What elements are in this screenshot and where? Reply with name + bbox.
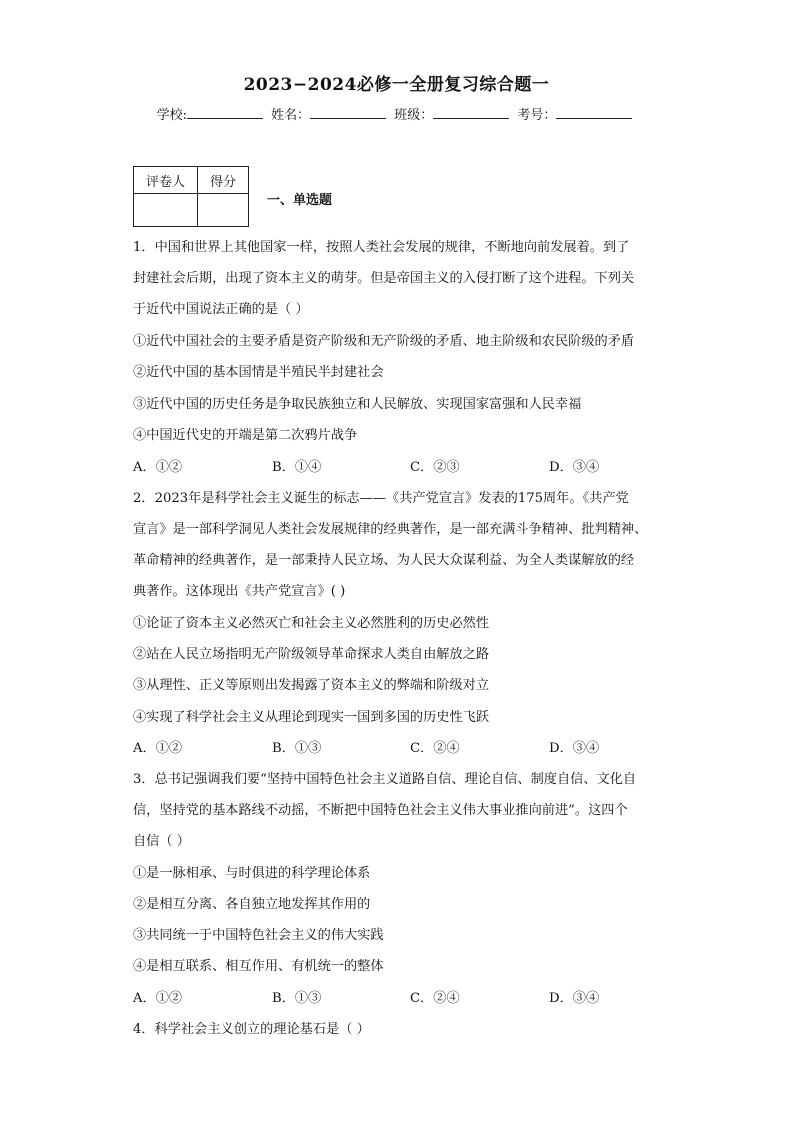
question-4-line-1: 4．科学社会主义创立的理论基石是（ ） <box>133 1022 370 1037</box>
question-1-option-d[interactable]: D．③④ <box>549 460 600 475</box>
question-2-line-3: 革命精神的经典著作，是一部秉持人民立场、为人民大众谋利益、为全人类谋解放的经 <box>133 553 635 568</box>
name-label: 姓名： <box>271 108 311 123</box>
question-1-item-4: ④中国近代史的开端是第二次鸦片战争 <box>133 428 358 443</box>
question-3-item-4: ④是相互联系、相互作用、有机统一的整体 <box>133 959 384 974</box>
question-3-item-1: ①是一脉相承、与时俱进的科学理论体系 <box>133 866 371 881</box>
question-2-option-c[interactable]: C．②④ <box>410 741 460 756</box>
question-3-item-3: ③共同统一于中国特色社会主义的伟大实践 <box>133 928 384 943</box>
question-2-item-2: ②站在人民立场指明无产阶级领导革命探求人类自由解放之路 <box>133 647 490 662</box>
section-heading: 一、单选题 <box>267 193 333 208</box>
school-blank[interactable] <box>187 106 263 119</box>
question-2-option-d[interactable]: D．③④ <box>549 741 600 756</box>
question-3-option-c[interactable]: C．②④ <box>410 991 460 1006</box>
question-2-option-b[interactable]: B．①③ <box>272 741 322 756</box>
question-2-item-3: ③从理性、正义等原则出发揭露了资本主义的弊端和阶级对立 <box>133 678 490 693</box>
school-label: 学校: <box>156 108 187 123</box>
question-3-item-2: ②是相互分离、各自独立地发挥其作用的 <box>133 897 371 912</box>
score-header: 得分 <box>198 167 249 194</box>
student-info-line <box>0 104 793 123</box>
question-1-option-c[interactable]: C．②③ <box>410 460 460 475</box>
question-3-option-d[interactable]: D．③④ <box>549 991 600 1006</box>
question-3-option-a[interactable]: A．①② <box>133 991 183 1006</box>
question-3-line-2: 信，坚持党的基本路线不动摇，不断把中国特色社会主义伟大事业推向前进”。这四个 <box>133 803 628 818</box>
question-1-line-1: 1．中国和世界上其他国家一样，按照人类社会发展的规律，不断地向前发展着。到了 <box>133 240 630 255</box>
question-2-item-4: ④实现了科学社会主义从理论到现实一国到多国的历史性飞跃 <box>133 710 490 725</box>
exam-number-blank[interactable] <box>556 106 632 119</box>
exam-number-label: 考号： <box>517 108 557 123</box>
question-3-option-b[interactable]: B．①③ <box>272 991 322 1006</box>
question-3-line-3: 自信（ ） <box>133 834 190 849</box>
question-2-line-2: 宣言》是一部科学洞见人类社会发展规律的经典著作，是一部充满斗争精神、批判精神、 <box>133 522 648 537</box>
question-2-item-1: ①论证了资本主义必然灭亡和社会主义必然胜利的历史必然性 <box>133 616 490 631</box>
class-blank[interactable] <box>433 106 509 119</box>
page-title: 2023−2024必修一全册复习综合题一 <box>243 75 550 95</box>
question-2-line-4: 典著作。这体现出《共产党宣言》( ) <box>133 584 346 599</box>
grader-cell <box>134 194 198 227</box>
question-2-line-1: 2．2023年是科学社会主义诞生的标志——《共产党宣言》发表的175周年。《共产党 <box>133 491 629 506</box>
class-label: 班级： <box>394 108 434 123</box>
question-1-item-1: ①近代中国社会的主要矛盾是资产阶级和无产阶级的矛盾、地主阶级和农民阶级的矛盾 <box>133 334 635 349</box>
question-3-line-1: 3．总书记强调我们要“坚持中国特色社会主义道路自信、理论自信、制度自信、文化自 <box>133 772 637 787</box>
question-1-line-3: 于近代中国说法正确的是（ ） <box>133 302 309 317</box>
name-blank[interactable] <box>310 106 386 119</box>
grader-header: 评卷人 <box>134 167 198 194</box>
question-1-option-b[interactable]: B．①④ <box>272 460 322 475</box>
question-1-line-2: 封建社会后期，出现了资本主义的萌芽。但是帝国主义的入侵打断了这个进程。下列关 <box>133 271 635 286</box>
question-1-option-a[interactable]: A．①② <box>133 460 183 475</box>
score-table <box>133 166 249 227</box>
question-1-item-3: ③近代中国的历史任务是争取民族独立和人民解放、实现国家富强和人民幸福 <box>133 397 582 412</box>
question-2-option-a[interactable]: A．①② <box>133 741 183 756</box>
question-1-item-2: ②近代中国的基本国情是半殖民半封建社会 <box>133 365 384 380</box>
score-cell <box>198 194 249 227</box>
